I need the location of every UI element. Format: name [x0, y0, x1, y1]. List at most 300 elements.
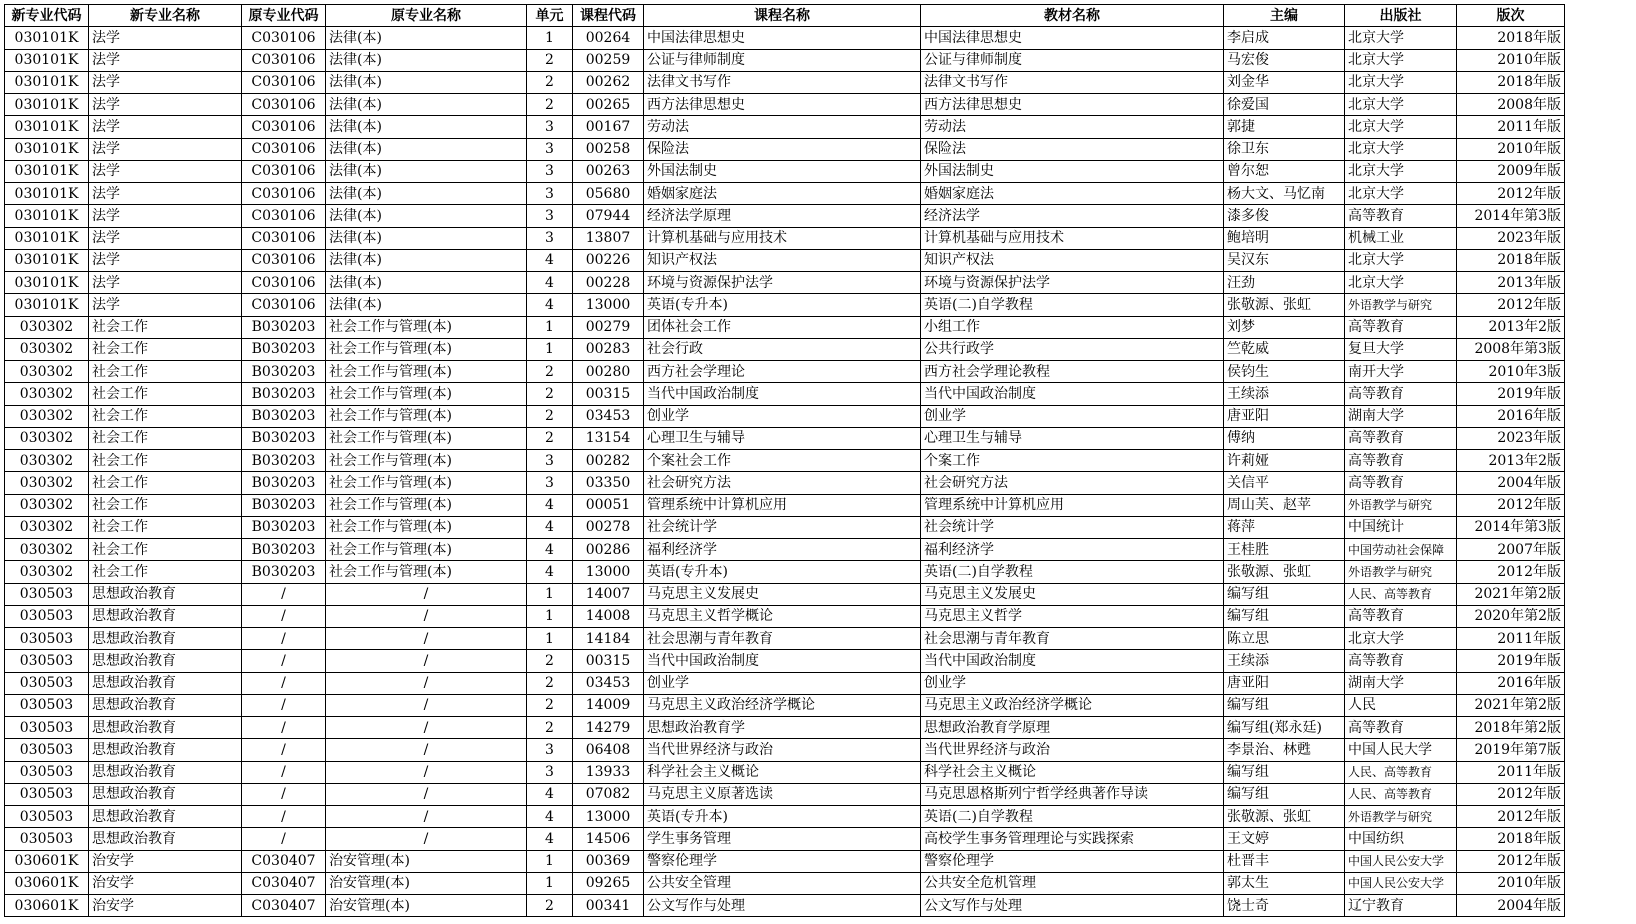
cell-publisher: 北京大学 [1345, 160, 1457, 182]
cell-textbook-name: 公共行政学 [921, 338, 1224, 360]
cell-unit: 1 [527, 338, 573, 360]
cell-publisher: 北京大学 [1345, 183, 1457, 205]
cell-old-major-code: / [242, 828, 326, 850]
table-row [5, 138, 1565, 160]
cell-edition: 2019年第7版 [1457, 739, 1565, 761]
cell-edition: 2007年版 [1457, 539, 1565, 561]
cell-textbook-name: 福利经济学 [921, 539, 1224, 561]
cell-new-major-name: 法学 [89, 160, 242, 182]
cell-old-major-code: C030106 [242, 249, 326, 271]
cell-course-name: 学生事务管理 [644, 828, 921, 850]
cell-unit: 3 [527, 739, 573, 761]
cell-editor: 漆多俊 [1224, 205, 1345, 227]
cell-publisher: 高等教育 [1345, 427, 1457, 449]
cell-course-name: 知识产权法 [644, 249, 921, 271]
table-row [5, 249, 1565, 271]
cell-publisher: 人民、高等教育 [1345, 583, 1457, 605]
cell-unit: 3 [527, 183, 573, 205]
cell-new-major-name: 思想政治教育 [89, 739, 242, 761]
cell-new-major-code: 030503 [5, 806, 89, 828]
cell-old-major-code: C030106 [242, 138, 326, 160]
cell-course-name: 婚姻家庭法 [644, 183, 921, 205]
table-row [5, 294, 1565, 316]
cell-old-major-code: B030203 [242, 539, 326, 561]
header-editor: 主编 [1224, 5, 1345, 27]
cell-publisher: 中国统计 [1345, 516, 1457, 538]
cell-textbook-name: 法律文书写作 [921, 71, 1224, 93]
cell-edition: 2010年版 [1457, 138, 1565, 160]
cell-publisher: 北京大学 [1345, 27, 1457, 49]
cell-editor: 郭捷 [1224, 116, 1345, 138]
cell-editor: 徐爱国 [1224, 94, 1345, 116]
table-row [5, 405, 1565, 427]
cell-publisher: 中国人民公安大学 [1345, 872, 1457, 894]
cell-publisher: 中国劳动社会保障 [1345, 539, 1457, 561]
cell-publisher: 高等教育 [1345, 316, 1457, 338]
header-textbook-name: 教材名称 [921, 5, 1224, 27]
cell-publisher: 机械工业 [1345, 227, 1457, 249]
cell-course-code: 14279 [573, 717, 644, 739]
cell-new-major-name: 法学 [89, 49, 242, 71]
cell-old-major-name: 法律(本) [326, 183, 527, 205]
cell-old-major-code: C030106 [242, 294, 326, 316]
header-old-major-code: 原专业代码 [242, 5, 326, 27]
cell-course-name: 英语(专升本) [644, 806, 921, 828]
cell-old-major-name: 治安管理(本) [326, 895, 527, 917]
cell-course-code: 00265 [573, 94, 644, 116]
table-row [5, 205, 1565, 227]
cell-old-major-code: B030203 [242, 494, 326, 516]
cell-old-major-name: 社会工作与管理(本) [326, 361, 527, 383]
cell-course-name: 经济法学原理 [644, 205, 921, 227]
table-row [5, 850, 1565, 872]
table-row [5, 672, 1565, 694]
cell-old-major-name: 治安管理(本) [326, 850, 527, 872]
cell-new-major-name: 思想政治教育 [89, 628, 242, 650]
cell-new-major-code: 030101K [5, 71, 89, 93]
header-new-major-name: 新专业名称 [89, 5, 242, 27]
cell-course-code: 00051 [573, 494, 644, 516]
cell-new-major-name: 治安学 [89, 872, 242, 894]
cell-old-major-code: / [242, 583, 326, 605]
cell-publisher: 辽宁教育 [1345, 895, 1457, 917]
cell-publisher: 北京大学 [1345, 49, 1457, 71]
cell-new-major-code: 030302 [5, 383, 89, 405]
cell-unit: 4 [527, 516, 573, 538]
cell-publisher: 人民、高等教育 [1345, 783, 1457, 805]
cell-old-major-code: / [242, 605, 326, 627]
cell-old-major-name: 法律(本) [326, 116, 527, 138]
cell-new-major-name: 法学 [89, 27, 242, 49]
cell-textbook-name: 知识产权法 [921, 249, 1224, 271]
cell-old-major-name: / [326, 806, 527, 828]
cell-textbook-name: 公文写作与处理 [921, 895, 1224, 917]
cell-new-major-code: 030503 [5, 672, 89, 694]
cell-textbook-name: 西方法律思想史 [921, 94, 1224, 116]
cell-new-major-code: 030503 [5, 694, 89, 716]
cell-old-major-name: 法律(本) [326, 138, 527, 160]
cell-textbook-name: 马克思主义哲学 [921, 605, 1224, 627]
header-course-code: 课程代码 [573, 5, 644, 27]
cell-new-major-name: 思想政治教育 [89, 650, 242, 672]
cell-publisher: 中国人民大学 [1345, 739, 1457, 761]
table-row [5, 316, 1565, 338]
cell-old-major-code: B030203 [242, 427, 326, 449]
cell-old-major-name: 社会工作与管理(本) [326, 561, 527, 583]
cell-new-major-code: 030302 [5, 361, 89, 383]
cell-course-name: 计算机基础与应用技术 [644, 227, 921, 249]
cell-new-major-name: 法学 [89, 94, 242, 116]
cell-textbook-name: 保险法 [921, 138, 1224, 160]
cell-textbook-name: 个案工作 [921, 450, 1224, 472]
cell-edition: 2008年第3版 [1457, 338, 1565, 360]
cell-course-name: 创业学 [644, 672, 921, 694]
cell-new-major-name: 思想政治教育 [89, 694, 242, 716]
cell-new-major-code: 030101K [5, 49, 89, 71]
cell-old-major-code: C030106 [242, 160, 326, 182]
cell-edition: 2011年版 [1457, 761, 1565, 783]
cell-old-major-code: C030106 [242, 71, 326, 93]
cell-publisher: 北京大学 [1345, 272, 1457, 294]
cell-editor: 吴汉东 [1224, 249, 1345, 271]
cell-edition: 2012年版 [1457, 806, 1565, 828]
cell-publisher: 外语教学与研究 [1345, 561, 1457, 583]
cell-new-major-name: 思想政治教育 [89, 717, 242, 739]
cell-new-major-code: 030101K [5, 205, 89, 227]
cell-course-name: 法律文书写作 [644, 71, 921, 93]
cell-editor: 王桂胜 [1224, 539, 1345, 561]
cell-old-major-name: / [326, 672, 527, 694]
cell-unit: 2 [527, 427, 573, 449]
cell-old-major-name: 社会工作与管理(本) [326, 427, 527, 449]
cell-course-name: 公共安全管理 [644, 872, 921, 894]
cell-course-code: 00283 [573, 338, 644, 360]
cell-new-major-name: 社会工作 [89, 516, 242, 538]
cell-textbook-name: 创业学 [921, 672, 1224, 694]
cell-course-name: 马克思主义原著选读 [644, 783, 921, 805]
cell-new-major-code: 030101K [5, 249, 89, 271]
cell-course-code: 00282 [573, 450, 644, 472]
cell-course-code: 00264 [573, 27, 644, 49]
cell-course-code: 00262 [573, 71, 644, 93]
cell-editor: 张敬源、张虹 [1224, 294, 1345, 316]
cell-editor: 张敬源、张虹 [1224, 561, 1345, 583]
cell-course-name: 英语(专升本) [644, 561, 921, 583]
cell-new-major-code: 030101K [5, 116, 89, 138]
cell-course-name: 福利经济学 [644, 539, 921, 561]
cell-old-major-code: B030203 [242, 450, 326, 472]
course-textbook-table [4, 4, 1565, 917]
table-row [5, 761, 1565, 783]
cell-editor: 杨大文、马忆南 [1224, 183, 1345, 205]
cell-edition: 2004年版 [1457, 472, 1565, 494]
cell-unit: 4 [527, 539, 573, 561]
cell-course-code: 13933 [573, 761, 644, 783]
cell-old-major-code: B030203 [242, 516, 326, 538]
cell-new-major-name: 思想政治教育 [89, 672, 242, 694]
table-row [5, 427, 1565, 449]
cell-textbook-name: 管理系统中计算机应用 [921, 494, 1224, 516]
cell-new-major-code: 030302 [5, 338, 89, 360]
cell-course-code: 00228 [573, 272, 644, 294]
cell-new-major-code: 030503 [5, 628, 89, 650]
cell-course-code: 14009 [573, 694, 644, 716]
cell-old-major-code: / [242, 739, 326, 761]
cell-old-major-code: / [242, 806, 326, 828]
cell-new-major-code: 030302 [5, 539, 89, 561]
cell-unit: 2 [527, 650, 573, 672]
cell-unit: 1 [527, 605, 573, 627]
cell-old-major-code: / [242, 717, 326, 739]
cell-course-code: 13154 [573, 427, 644, 449]
cell-course-name: 马克思主义哲学概论 [644, 605, 921, 627]
cell-course-code: 00369 [573, 850, 644, 872]
cell-old-major-name: 社会工作与管理(本) [326, 450, 527, 472]
cell-new-major-name: 法学 [89, 183, 242, 205]
cell-textbook-name: 劳动法 [921, 116, 1224, 138]
cell-course-name: 公证与律师制度 [644, 49, 921, 71]
cell-old-major-name: 社会工作与管理(本) [326, 494, 527, 516]
cell-textbook-name: 环境与资源保护法学 [921, 272, 1224, 294]
cell-course-code: 13000 [573, 806, 644, 828]
cell-old-major-code: / [242, 761, 326, 783]
cell-course-code: 14008 [573, 605, 644, 627]
cell-unit: 1 [527, 583, 573, 605]
cell-textbook-name: 社会统计学 [921, 516, 1224, 538]
cell-course-name: 保险法 [644, 138, 921, 160]
cell-new-major-name: 社会工作 [89, 427, 242, 449]
cell-publisher: 高等教育 [1345, 383, 1457, 405]
cell-course-code: 07082 [573, 783, 644, 805]
cell-course-code: 00263 [573, 160, 644, 182]
cell-course-name: 社会思潮与青年教育 [644, 628, 921, 650]
cell-course-code: 06408 [573, 739, 644, 761]
cell-course-name: 个案社会工作 [644, 450, 921, 472]
cell-editor: 编写组 [1224, 583, 1345, 605]
cell-edition: 2012年版 [1457, 294, 1565, 316]
cell-publisher: 中国纺织 [1345, 828, 1457, 850]
cell-editor: 徐卫东 [1224, 138, 1345, 160]
cell-old-major-code: / [242, 628, 326, 650]
cell-old-major-code: B030203 [242, 338, 326, 360]
cell-edition: 2004年版 [1457, 895, 1565, 917]
cell-old-major-code: C030407 [242, 872, 326, 894]
table-row [5, 338, 1565, 360]
cell-course-name: 外国法制史 [644, 160, 921, 182]
cell-textbook-name: 当代中国政治制度 [921, 383, 1224, 405]
cell-publisher: 北京大学 [1345, 116, 1457, 138]
cell-old-major-name: 治安管理(本) [326, 872, 527, 894]
cell-unit: 1 [527, 27, 573, 49]
cell-course-code: 03453 [573, 672, 644, 694]
cell-edition: 2012年版 [1457, 850, 1565, 872]
cell-editor: 关信平 [1224, 472, 1345, 494]
cell-old-major-code: C030106 [242, 27, 326, 49]
cell-course-name: 马克思主义发展史 [644, 583, 921, 605]
table-row [5, 694, 1565, 716]
cell-publisher: 湖南大学 [1345, 672, 1457, 694]
cell-new-major-code: 030601K [5, 850, 89, 872]
cell-course-code: 00315 [573, 650, 644, 672]
cell-publisher: 中国人民公安大学 [1345, 850, 1457, 872]
cell-course-name: 马克思主义政治经济学概论 [644, 694, 921, 716]
cell-edition: 2020年第2版 [1457, 605, 1565, 627]
cell-editor: 编写组 [1224, 783, 1345, 805]
cell-editor: 刘梦 [1224, 316, 1345, 338]
cell-publisher: 高等教育 [1345, 650, 1457, 672]
cell-old-major-code: / [242, 650, 326, 672]
cell-textbook-name: 当代世界经济与政治 [921, 739, 1224, 761]
cell-course-code: 00278 [573, 516, 644, 538]
cell-edition: 2016年版 [1457, 405, 1565, 427]
cell-editor: 周山芙、赵苹 [1224, 494, 1345, 516]
cell-edition: 2010年3版 [1457, 361, 1565, 383]
cell-edition: 2013年版 [1457, 272, 1565, 294]
table-row [5, 383, 1565, 405]
header-row [5, 5, 1565, 27]
cell-edition: 2021年第2版 [1457, 694, 1565, 716]
cell-publisher: 高等教育 [1345, 605, 1457, 627]
cell-new-major-name: 法学 [89, 71, 242, 93]
table-row [5, 49, 1565, 71]
cell-new-major-name: 思想政治教育 [89, 761, 242, 783]
table-row [5, 160, 1565, 182]
cell-course-code: 14184 [573, 628, 644, 650]
cell-old-major-name: 社会工作与管理(本) [326, 539, 527, 561]
cell-old-major-name: 社会工作与管理(本) [326, 516, 527, 538]
cell-old-major-name: 法律(本) [326, 227, 527, 249]
table-row [5, 71, 1565, 93]
cell-textbook-name: 公共安全危机管理 [921, 872, 1224, 894]
cell-new-major-code: 030101K [5, 138, 89, 160]
cell-new-major-code: 030101K [5, 183, 89, 205]
table-row [5, 272, 1565, 294]
cell-textbook-name: 警察伦理学 [921, 850, 1224, 872]
cell-course-code: 00286 [573, 539, 644, 561]
table-row [5, 94, 1565, 116]
cell-unit: 4 [527, 249, 573, 271]
cell-unit: 1 [527, 316, 573, 338]
cell-course-name: 社会行政 [644, 338, 921, 360]
cell-textbook-name: 科学社会主义概论 [921, 761, 1224, 783]
cell-unit: 4 [527, 783, 573, 805]
cell-old-major-name: 法律(本) [326, 94, 527, 116]
cell-new-major-code: 030302 [5, 472, 89, 494]
cell-editor: 马宏俊 [1224, 49, 1345, 71]
cell-old-major-code: C030106 [242, 183, 326, 205]
cell-edition: 2023年版 [1457, 227, 1565, 249]
cell-new-major-name: 社会工作 [89, 494, 242, 516]
cell-textbook-name: 经济法学 [921, 205, 1224, 227]
cell-new-major-name: 法学 [89, 138, 242, 160]
cell-course-name: 社会统计学 [644, 516, 921, 538]
cell-unit: 2 [527, 383, 573, 405]
cell-course-code: 00279 [573, 316, 644, 338]
cell-new-major-name: 治安学 [89, 850, 242, 872]
cell-new-major-name: 思想政治教育 [89, 806, 242, 828]
cell-unit: 2 [527, 717, 573, 739]
cell-editor: 鲍培明 [1224, 227, 1345, 249]
cell-old-major-name: 法律(本) [326, 294, 527, 316]
cell-textbook-name: 英语(二)自学教程 [921, 294, 1224, 316]
cell-unit: 2 [527, 94, 573, 116]
cell-edition: 2011年版 [1457, 116, 1565, 138]
cell-editor: 许莉娅 [1224, 450, 1345, 472]
cell-old-major-code: / [242, 672, 326, 694]
cell-unit: 3 [527, 227, 573, 249]
cell-textbook-name: 当代中国政治制度 [921, 650, 1224, 672]
cell-textbook-name: 马克思主义政治经济学概论 [921, 694, 1224, 716]
cell-unit: 2 [527, 405, 573, 427]
cell-editor: 汪劲 [1224, 272, 1345, 294]
cell-publisher: 高等教育 [1345, 205, 1457, 227]
cell-new-major-name: 思想政治教育 [89, 828, 242, 850]
cell-new-major-name: 思想政治教育 [89, 605, 242, 627]
cell-edition: 2010年版 [1457, 49, 1565, 71]
cell-new-major-code: 030601K [5, 872, 89, 894]
cell-publisher: 高等教育 [1345, 450, 1457, 472]
table-row [5, 828, 1565, 850]
table-row [5, 116, 1565, 138]
cell-old-major-code: C030106 [242, 227, 326, 249]
cell-unit: 4 [527, 272, 573, 294]
cell-course-name: 环境与资源保护法学 [644, 272, 921, 294]
cell-new-major-name: 社会工作 [89, 472, 242, 494]
cell-course-name: 管理系统中计算机应用 [644, 494, 921, 516]
cell-old-major-code: B030203 [242, 383, 326, 405]
cell-old-major-code: / [242, 783, 326, 805]
cell-new-major-name: 社会工作 [89, 338, 242, 360]
cell-new-major-code: 030101K [5, 27, 89, 49]
cell-textbook-name: 思想政治教育学原理 [921, 717, 1224, 739]
cell-new-major-code: 030302 [5, 561, 89, 583]
cell-course-name: 当代中国政治制度 [644, 383, 921, 405]
cell-publisher: 北京大学 [1345, 71, 1457, 93]
cell-course-name: 团体社会工作 [644, 316, 921, 338]
cell-course-code: 13807 [573, 227, 644, 249]
cell-new-major-code: 030503 [5, 583, 89, 605]
cell-old-major-name: / [326, 717, 527, 739]
cell-unit: 2 [527, 672, 573, 694]
cell-new-major-name: 社会工作 [89, 450, 242, 472]
cell-new-major-name: 社会工作 [89, 561, 242, 583]
cell-unit: 3 [527, 205, 573, 227]
cell-new-major-code: 030601K [5, 895, 89, 917]
cell-unit: 3 [527, 138, 573, 160]
cell-edition: 2012年版 [1457, 783, 1565, 805]
cell-new-major-name: 思想政治教育 [89, 583, 242, 605]
cell-textbook-name: 公证与律师制度 [921, 49, 1224, 71]
cell-editor: 王续添 [1224, 650, 1345, 672]
table-row [5, 472, 1565, 494]
cell-edition: 2023年版 [1457, 427, 1565, 449]
cell-old-major-code: B030203 [242, 316, 326, 338]
cell-textbook-name: 社会思潮与青年教育 [921, 628, 1224, 650]
cell-new-major-name: 法学 [89, 205, 242, 227]
cell-new-major-name: 社会工作 [89, 405, 242, 427]
cell-unit: 3 [527, 450, 573, 472]
cell-new-major-code: 030101K [5, 227, 89, 249]
cell-publisher: 北京大学 [1345, 249, 1457, 271]
table-row [5, 628, 1565, 650]
header-unit: 单元 [527, 5, 573, 27]
table-row [5, 895, 1565, 917]
cell-new-major-code: 030101K [5, 94, 89, 116]
cell-unit: 2 [527, 49, 573, 71]
cell-textbook-name: 心理卫生与辅导 [921, 427, 1224, 449]
cell-old-major-code: C030407 [242, 895, 326, 917]
table-row [5, 450, 1565, 472]
